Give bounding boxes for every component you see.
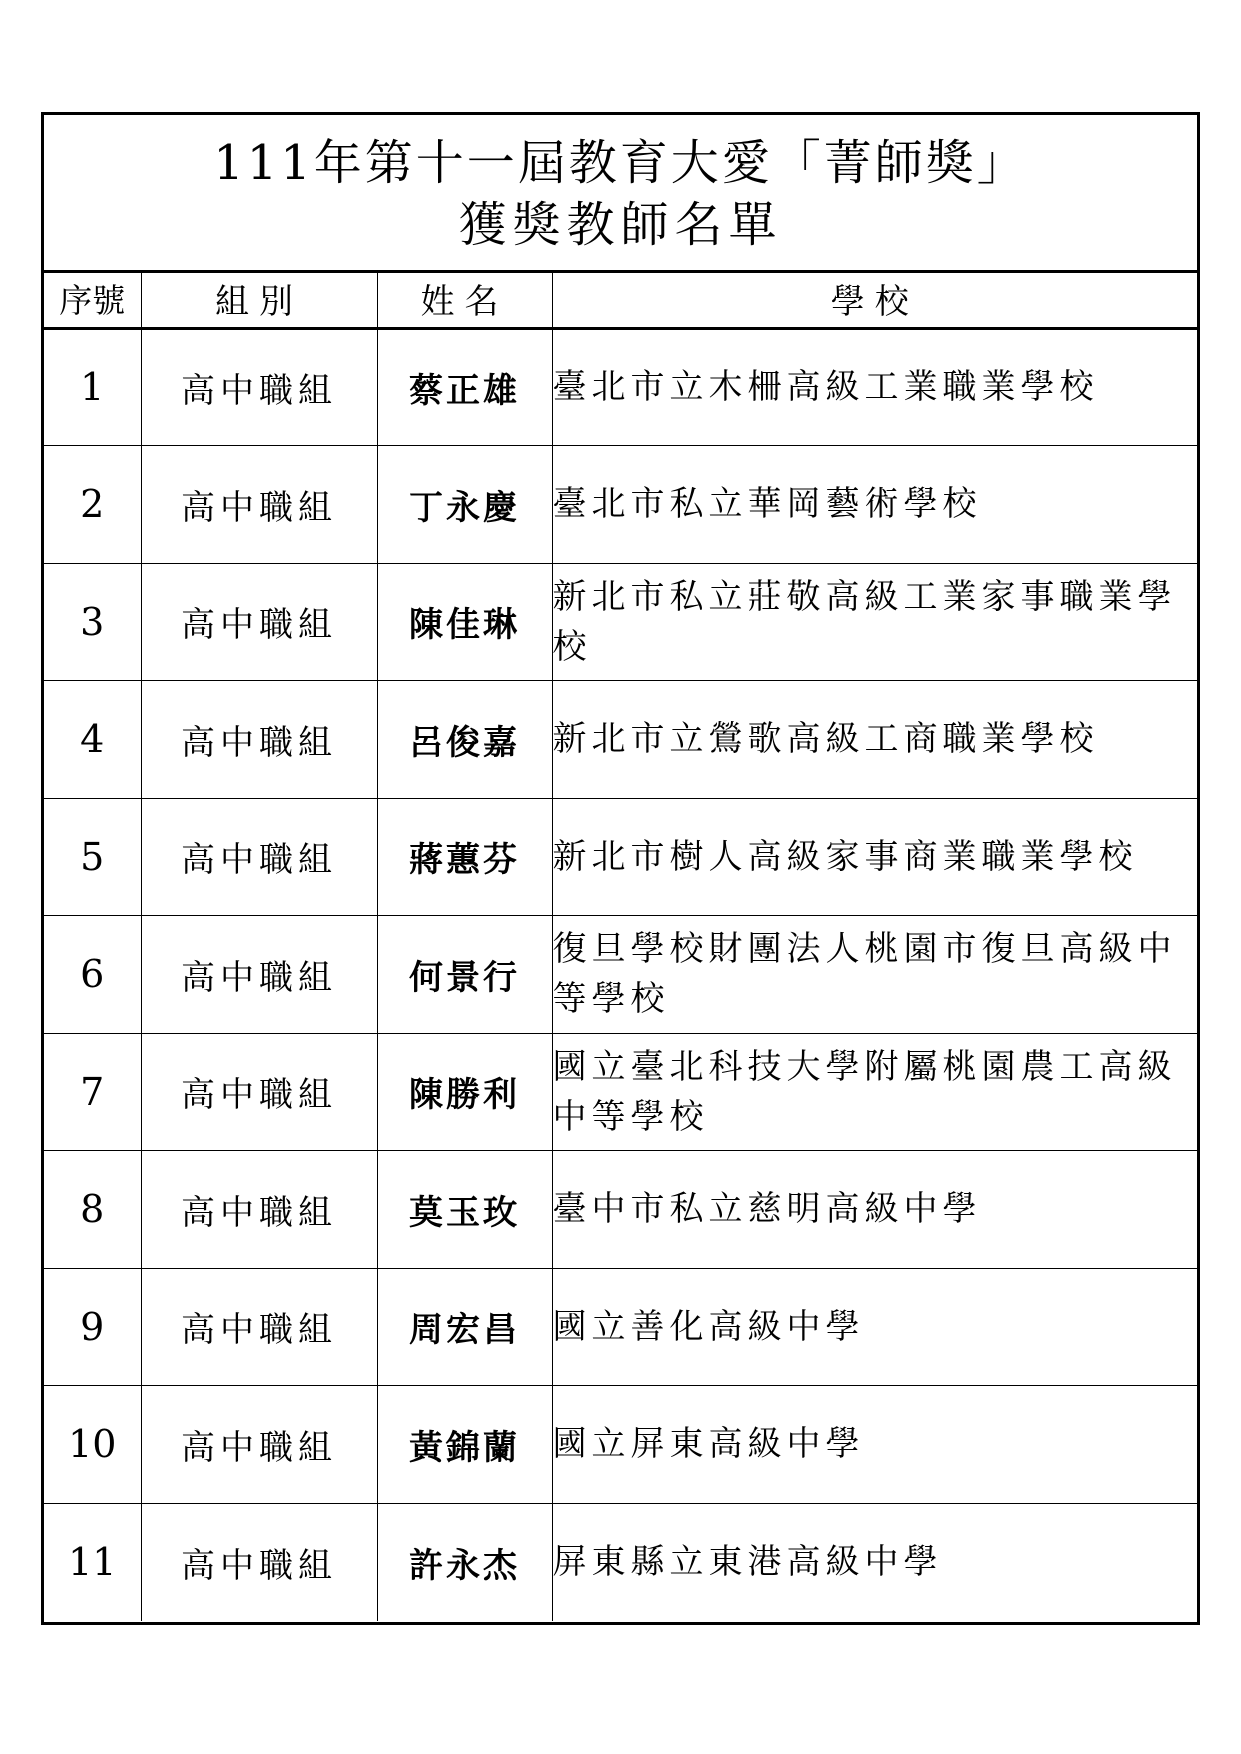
table-row xyxy=(44,1151,1197,1269)
document-title: 111年第十一屆教育大愛「菁師獎」 xyxy=(213,135,1028,191)
row-name: 何景行 xyxy=(377,916,552,1034)
row-group: 高中職組 xyxy=(141,1033,377,1151)
table-row xyxy=(44,1033,1197,1151)
row-name: 蔡正雄 xyxy=(377,328,552,446)
row-seq: 10 xyxy=(44,1386,141,1504)
row-school: 新北市私立莊敬高級工業家事職業學校 xyxy=(552,563,1197,681)
row-group: 高中職組 xyxy=(141,1503,377,1621)
header-seq: 序號 xyxy=(44,270,141,328)
row-name: 呂俊嘉 xyxy=(377,681,552,799)
table-header-row xyxy=(44,270,1197,328)
row-seq: 4 xyxy=(44,681,141,799)
header-school: 學校 xyxy=(552,270,1197,328)
row-seq: 6 xyxy=(44,916,141,1034)
table-row xyxy=(44,798,1197,916)
row-group: 高中職組 xyxy=(141,446,377,564)
row-group: 高中職組 xyxy=(141,681,377,799)
award-list-document xyxy=(41,112,1200,1625)
row-seq: 5 xyxy=(44,798,141,916)
row-group: 高中職組 xyxy=(141,1151,377,1269)
row-school: 新北市樹人高級家事商業職業學校 xyxy=(552,798,1197,916)
awardee-table xyxy=(44,270,1197,1621)
row-seq: 7 xyxy=(44,1033,141,1151)
document-title-box xyxy=(44,115,1197,273)
row-name: 黃錦蘭 xyxy=(377,1386,552,1504)
row-seq: 3 xyxy=(44,563,141,681)
row-group: 高中職組 xyxy=(141,328,377,446)
header-group: 組別 xyxy=(141,270,377,328)
row-group: 高中職組 xyxy=(141,1386,377,1504)
table-row xyxy=(44,446,1197,564)
row-school: 新北市立鶯歌高級工商職業學校 xyxy=(552,681,1197,799)
row-group: 高中職組 xyxy=(141,563,377,681)
row-name: 陳佳琳 xyxy=(377,563,552,681)
row-name: 許永杰 xyxy=(377,1503,552,1621)
row-name: 陳勝利 xyxy=(377,1033,552,1151)
row-group: 高中職組 xyxy=(141,1268,377,1386)
row-school: 國立臺北科技大學附屬桃園農工高級中等學校 xyxy=(552,1033,1197,1151)
row-seq: 11 xyxy=(44,1503,141,1621)
table-row xyxy=(44,916,1197,1034)
row-name: 蔣蕙芬 xyxy=(377,798,552,916)
table-row xyxy=(44,1386,1197,1504)
row-name: 丁永慶 xyxy=(377,446,552,564)
row-seq: 2 xyxy=(44,446,141,564)
document-subtitle: 獲獎教師名單 xyxy=(458,197,783,253)
row-school: 臺北市立木柵高級工業職業學校 xyxy=(552,328,1197,446)
header-name: 姓名 xyxy=(377,270,552,328)
table-row xyxy=(44,1268,1197,1386)
row-name: 莫玉玫 xyxy=(377,1151,552,1269)
row-school: 國立屏東高級中學 xyxy=(552,1386,1197,1504)
table-row xyxy=(44,563,1197,681)
row-school: 臺中市私立慈明高級中學 xyxy=(552,1151,1197,1269)
row-seq: 9 xyxy=(44,1268,141,1386)
row-school: 復旦學校財團法人桃園市復旦高級中等學校 xyxy=(552,916,1197,1034)
table-row xyxy=(44,328,1197,446)
row-seq: 1 xyxy=(44,328,141,446)
row-school: 屏東縣立東港高級中學 xyxy=(552,1542,943,1582)
table-row xyxy=(44,1503,1197,1621)
row-group: 高中職組 xyxy=(141,916,377,1034)
row-school: 臺北市私立華岡藝術學校 xyxy=(552,446,1197,564)
row-name: 周宏昌 xyxy=(377,1268,552,1386)
row-school: 國立善化高級中學 xyxy=(552,1268,1197,1386)
row-seq: 8 xyxy=(44,1151,141,1269)
row-group: 高中職組 xyxy=(141,798,377,916)
table-row xyxy=(44,681,1197,799)
